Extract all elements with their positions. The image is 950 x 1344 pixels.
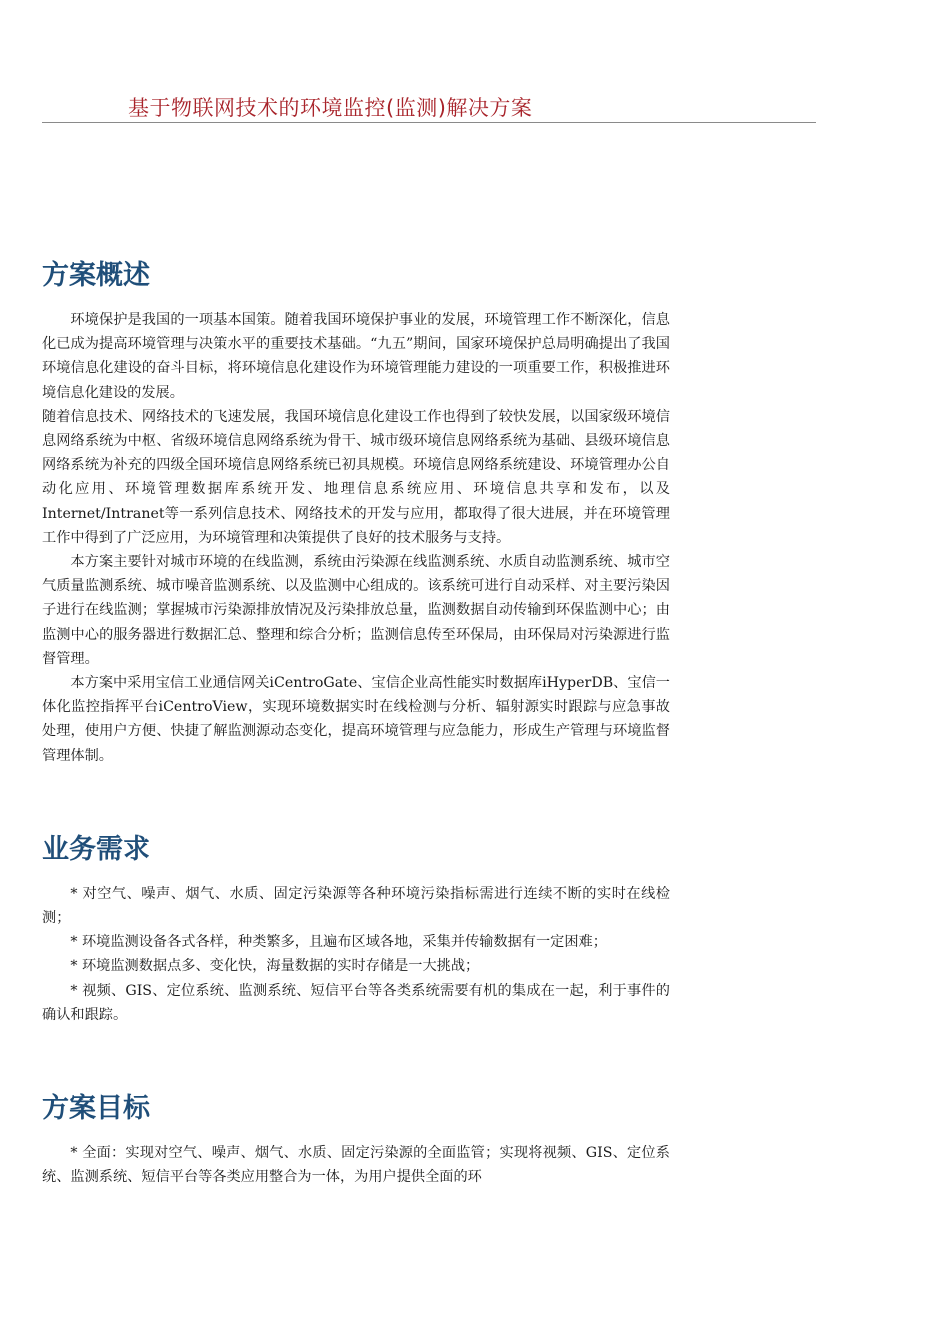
document-body bbox=[42, 254, 670, 1189]
requirement-item-4: * 视频、GIS、定位系统、监测系统、短信平台等各类系统需要有机的集成在一起，利于事件的确认和跟踪。 bbox=[42, 982, 670, 1023]
overview-paragraph-1: 环境保护是我国的一项基本国策。随着我国环境保护事业的发展，环境管理工作不断深化，信息化已成为提高环境管理与决策水平的重要技术基础。“九五”期间，国家环境保护总局明确提出了我国环境信息化建设的奋斗目标，将环境信息化建设作为环境管理能力建设的一项重要工作，积极推进环境信息化建设的发展。 bbox=[42, 312, 670, 401]
requirement-item-1: * 对空气、噪声、烟气、水质、固定污染源等各种环境污染指标需进行连续不断的实时在线检测； bbox=[42, 885, 670, 927]
section-title-requirements: 业务需求 bbox=[42, 833, 150, 865]
header-divider bbox=[42, 122, 816, 123]
overview-paragraph-4: 本方案中采用宝信工业通信网关iCentroGate、宝信企业高性能实时数据库iHyperDB、宝信一体化监控指挥平台iCentroView，实现环境数据实时在线检测与分析、辐射源实时跟踪与应急事故处理，使用户方便、快捷了解监测源动态变化，提高环境管理与应急能力，形成生产管理与环境监督管理体制。 bbox=[42, 675, 670, 764]
overview-paragraph-3: 本方案主要针对城市环境的在线监测，系统由污染源在线监测系统、水质自动监测系统、城市空气质量监测系统、城市噪音监测系统、以及监测中心组成的。该系统可进行自动采样、对主要污染因子进行在线监测；掌握城市污染源排放情况及污染排放总量，监测数据自动传输到环保监测中心；由监测中心的服务器进行数据汇总、整理和综合分析；监测信息传至环保局，由环保局对污染源进行监督管理。 bbox=[42, 554, 670, 667]
goal-item-1: * 全面：实现对空气、噪声、烟气、水质、固定污染源的全面监管；实现将视频、GIS、定位系统、监测系统、短信平台等各类应用整合为一体，为用户提供全面的环 bbox=[42, 1145, 670, 1186]
requirement-item-2: * 环境监测设备各式各样，种类繁多，且遍布区域各地，采集并传输数据有一定困难； bbox=[70, 934, 607, 951]
overview-paragraph-2: 随着信息技术、网络技术的飞速发展，我国环境信息化建设工作也得到了较快发展，以国家级环境信息网络系统为中枢、省级环境信息网络系统为骨干、城市级环境信息网络系统为基础、县级环境信息网络系统为补充的四级全国环境信息网络系统已初具规模。环境信息网络系统建设、环境管理办公自动化应用、环境管理数据库系统开发、地理信息系统应用、环境信息共享和发布，以及Internet/Intranet等一系列信息技术、网络技术的开发与应用，都取得了很大进展，并在环境管理工作中得到了广泛应用，为环境管理和决策提供了良好的技术服务与支持。 bbox=[42, 408, 670, 546]
document-header-title: 基于物联网技术的环境监控(监测)解决方案 bbox=[128, 96, 533, 120]
section-title-goals: 方案目标 bbox=[42, 1093, 150, 1125]
requirement-item-3: * 环境监测数据点多、变化快，海量数据的实时存储是一大挑战； bbox=[70, 958, 480, 975]
section-title-overview: 方案概述 bbox=[42, 260, 150, 291]
